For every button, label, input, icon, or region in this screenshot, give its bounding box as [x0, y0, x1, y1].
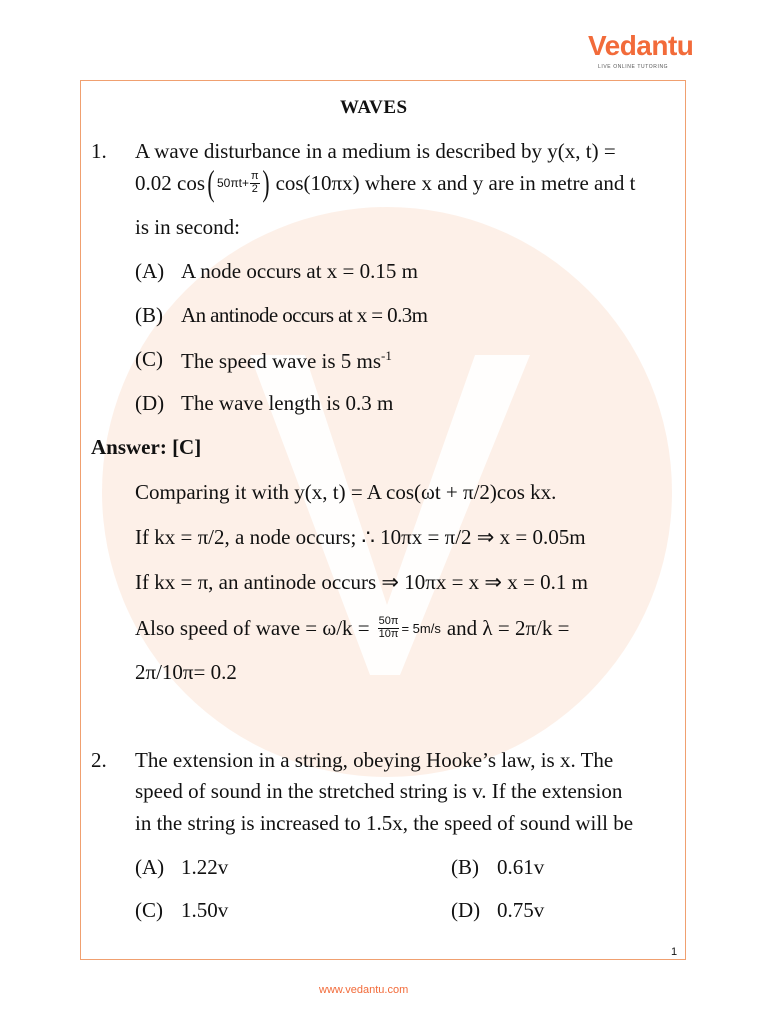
- q1-solution-line3: If kx = π, an antinode occurs ⇒ 10πx = x ⇒ x = 0.1 m: [135, 570, 588, 594]
- q1-solution-line1: Comparing it with y(x, t) = A cos(ωt + π/2)cos kx.: [135, 480, 557, 504]
- q1-option-b: An antinode occurs at x = 0.3m: [181, 303, 428, 327]
- page-title: WAVES: [340, 97, 408, 118]
- logo-tagline: LIVE ONLINE TUTORING: [598, 64, 669, 70]
- q2-line2: speed of sound in the stretched string is v. If the extension: [135, 779, 623, 803]
- q2-option-c: 1.50v: [181, 898, 229, 922]
- q2-option-d: 0.75v: [497, 898, 545, 922]
- q1-answer: Answer: [C]: [91, 435, 202, 459]
- speed-text-b: and λ = 2π/k =: [446, 615, 570, 640]
- phase-expression: ( 50πt+ $\frac{\pi}{2}$ ): [207, 163, 270, 203]
- q2-option-label-d: (D): [451, 898, 481, 922]
- q1-line2-b: cos(10πx) where x and y are in metre and t: [275, 170, 636, 195]
- vedantu-logo: [588, 30, 694, 74]
- q2-number: 2.: [91, 748, 107, 772]
- q1-line1: A wave disturbance in a medium is described by y(x, t) =: [135, 139, 616, 163]
- q1-option-label-d: (D): [135, 391, 165, 415]
- page-number: 1: [671, 946, 678, 958]
- q2-option-label-a: (A): [135, 855, 165, 879]
- q1-option-label-b: (B): [135, 303, 163, 327]
- q2-line1: The extension in a string, obeying Hooke’s law, is x. The: [135, 748, 614, 772]
- phase-term: 50πt+: [217, 176, 249, 191]
- footer-url[interactable]: www.vedantu.com: [319, 984, 409, 996]
- q1-option-c: [181, 349, 392, 372]
- q2-option-label-b: (B): [451, 855, 479, 879]
- phase-denominator: 2: [251, 182, 258, 195]
- speed-result: = 5m/s: [401, 620, 441, 636]
- q2-line3: in the string is increased to 1.5x, the speed of sound will be: [135, 811, 634, 835]
- phase-fraction: [250, 171, 260, 195]
- q1-option-label-c: (C): [135, 347, 163, 371]
- q1-line2: [135, 163, 636, 203]
- q1-option-label-a: (A): [135, 259, 165, 283]
- q1-solution-line5: 2π/10π= 0.2: [135, 660, 237, 684]
- q1-number: 1.: [91, 139, 107, 163]
- q2-option-b: 0.61v: [497, 855, 545, 879]
- phase-numerator: π: [250, 170, 259, 183]
- q2-option-a: 1.22v: [181, 855, 229, 879]
- speed-denominator: 10π: [378, 627, 399, 640]
- q1-option-a: A node occurs at x = 0.15 m: [181, 259, 418, 283]
- q1-line2-a: 0.02 cos: [135, 170, 205, 195]
- speed-text-a: Also speed of wave = ω/k =: [135, 615, 370, 640]
- speed-fraction: [378, 616, 400, 640]
- speed-numerator: 50π: [378, 615, 399, 627]
- q1-option-c-text: The speed wave is 5 ms: [181, 349, 382, 373]
- q2-option-label-c: (C): [135, 898, 163, 922]
- q1-option-c-sup: -1: [381, 348, 392, 363]
- q1-option-d: The wave length is 0.3 m: [181, 391, 394, 415]
- q1-solution-line4: [135, 616, 569, 640]
- q1-line3: is in second:: [135, 215, 240, 239]
- q1-solution-line2: If kx = π/2, a node occurs; ∴ 10πx = π/2 ⇒ x = 0.05m: [135, 525, 586, 549]
- logo-wordmark: Vedantu: [588, 30, 694, 61]
